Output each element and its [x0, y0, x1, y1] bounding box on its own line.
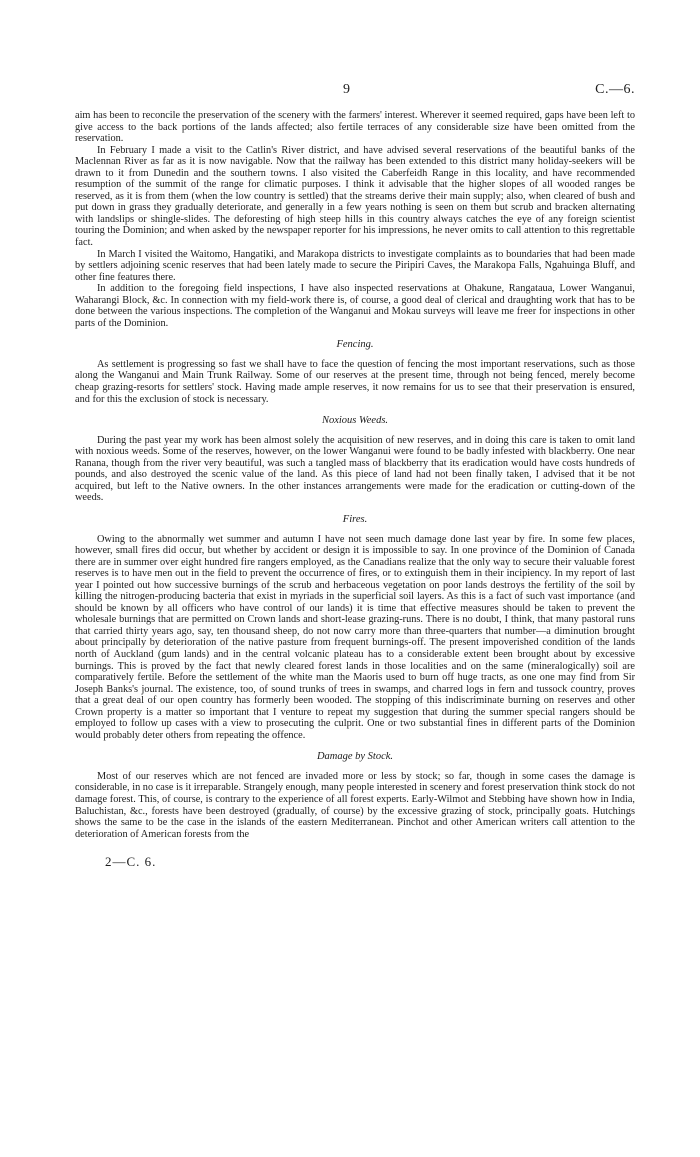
- heading-noxious-weeds: Noxious Weeds.: [321, 415, 389, 427]
- paragraph-catlins-river: In February I made a visit to the Catlin's River district, and have advised several reservations of the beautiful banks of the Maclennan River as far as it is now navigable. Now that the railway has been extended to this district many holiday-seekers will be drawn to it from Dunedin and the southern towns. I also visited the Caberfeidh Range in this locality, and have recommended resumption of the summit of the range for climatic purposes. I think it advisable that the higher slopes of all wooded ranges be reserved, as it is from them (when the low country is settled) that the streams derive their main supply; also, when cleared of bush and put down in grass they gradually deteriorate, and generally in a few years nothing is seen on them but scrub and bracken alternating with landslips or shingle-slides. The deforesting of high steep hills in this country always catches the eye of any foreign scientist touring the Dominion; and when asked by the newspaper reporter for his impressions, he never omits to call attention to this regrettable fact.: [75, 144, 635, 249]
- heading-fencing: Fencing.: [336, 339, 374, 351]
- page-number: 9: [343, 82, 350, 97]
- heading-damage-by-stock: Damage by Stock.: [316, 751, 394, 763]
- paragraph-inspections: In addition to the foregoing field inspections, I have also inspected reservations at Ohakune, Rangataua, Lower Wanganui, Waharangi Block, &c. In connection with my field-work there is, of course, a good deal of clerical and draughting work that has to be done between the various inspections. The completion of the Wanganui and Mokau surveys will leave me freer for inspections in other parts of the Dominion.: [75, 283, 635, 329]
- paragraph-damage-by-stock: Most of our reserves which are not fenced are invaded more or less by stock; so far, though in some cases the damage is considerable, in no case is it irreparable. Strangely enough, many people interested in scenery and forest preservation think stock do not damage forest. This, of course, is contrary to the experience of all forest experts. Early-Wilmot and Stebbing have shown how in India, Baluchistan, &c., forests have been destroyed (gradually, of course) by the excessive grazing of stock, principally goats. Hutchings shows the same to be the case in the islands of the eastern Mediterranean. Pinchot and other American writers call attention to the deterioration of American forests from the: [75, 770, 635, 840]
- document-reference: C.—6.: [595, 82, 635, 97]
- paragraph-waitomo: In March I visited the Waitomo, Hangatiki, and Marakopa districts to investigate complaints as to boundaries that had been made by settlers adjoining scenic reserves that had been lately made to secure the Piripiri Caves, the Marakopa Falls, Ngahuinga Bluff, and other fine features there.: [75, 248, 635, 283]
- paragraph-fencing: As settlement is progressing so fast we shall have to face the question of fencing the most important reservations, such as those along the Wanganui and Main Trunk Railway. Some of our reserves at the present time, through not being fenced, merely become cheap grazing-resorts for settlers' stock. Having made ample reserves, it now remains for us to see that their preservation is ensured, and for this the exclusion of stock is necessary.: [75, 358, 635, 405]
- heading-fires: Fires.: [342, 513, 368, 525]
- paragraph-fires: Owing to the abnormally wet summer and autumn I have not seen much damage done last year by fire. In some few places, however, small fires did occur, but whether by accident or design it is impossible to say. In one province of the Dominion of Canada there are in summer over eight hundred fire rangers employed, as the Canadians realize that the only way to secure their valuable forest reserves is to have men out in the field to prevent the occurrence of fires, or to extinguish them in their incipiency. In my report of last year I pointed out how successive burnings of the scrub and herbaceous vegetation on poor lands destroys the fertility of the soil by killing the nitrogen-producing bacteria that exist in myriads in the superficial soil layers. As this is a fact of such vast importance (and should be known by all officers who have control of our lands) it is time that effective measures should be taken to prevent the wholesale burnings that are permitted on Crown lands and short-lease grazing-runs. There is no doubt, I think, that many pastoral runs that carried thirty years ago, say, ten thousand sheep, do not now carry more than three-quarters that number—a diminution brought about principally by deterioration of the native pasture from frequent burnings-off. The present impoverished condition of the lands north of Auckland (gum lands) and in the central volcanic plateau has to a considerable extent been brought about by excessive burnings. This is proved by the fact that newly cleared forest lands in those localities and on the same (mineralogically) soil are comparatively fertile. Before the settlement of the white man the Maoris used to burn off huge tracts, as one one may find from Sir Joseph Banks's journal. The existence, too, of sound trunks of trees in swamps, and charred logs in fern and tussock country, proves that a great deal of our open country has formerly been wooded. The stopping of this indiscriminate burning on reserves and other Crown property is a matter so important that I venture to repeat my suggestion that during the summer special rangers should be employed to follow up cases with a view to prosecuting the culprit. One or two substantial fines in different parts of the Dominion would probably deter others from repeating the offence.: [75, 533, 635, 741]
- document-page: [75, 82, 635, 870]
- page-header: [75, 82, 635, 104]
- paragraph-continued: aim has been to reconcile the preservation of the scenery with the farmers' interest. Wherever it seemed required, gaps have been left to give access to the back portions of the lands affected; also fertile terraces of any considerable size have been omitted from the reservation.: [75, 110, 635, 145]
- footer-signature: 2—C. 6.: [105, 854, 157, 870]
- body-text: [75, 110, 635, 840]
- paragraph-noxious-weeds: During the past year my work has been almost solely the acquisition of new reserves, and in doing this care is taken to omit land with noxious weeds. Some of the reserves, however, on the lower Wanganui were found to be badly infested with blackberry. One near Ranana, though from the river very beautiful, was such a tangled mass of blackberry that its eradication would have costs hundreds of pounds, and also destroyed the scenic value of the land. As this piece of land had not been finally taken, I advised that it be not acquired, but left to the Native owners. In the other instances arrangements were made for the eradication or cutting-down of the weeds.: [75, 434, 635, 504]
